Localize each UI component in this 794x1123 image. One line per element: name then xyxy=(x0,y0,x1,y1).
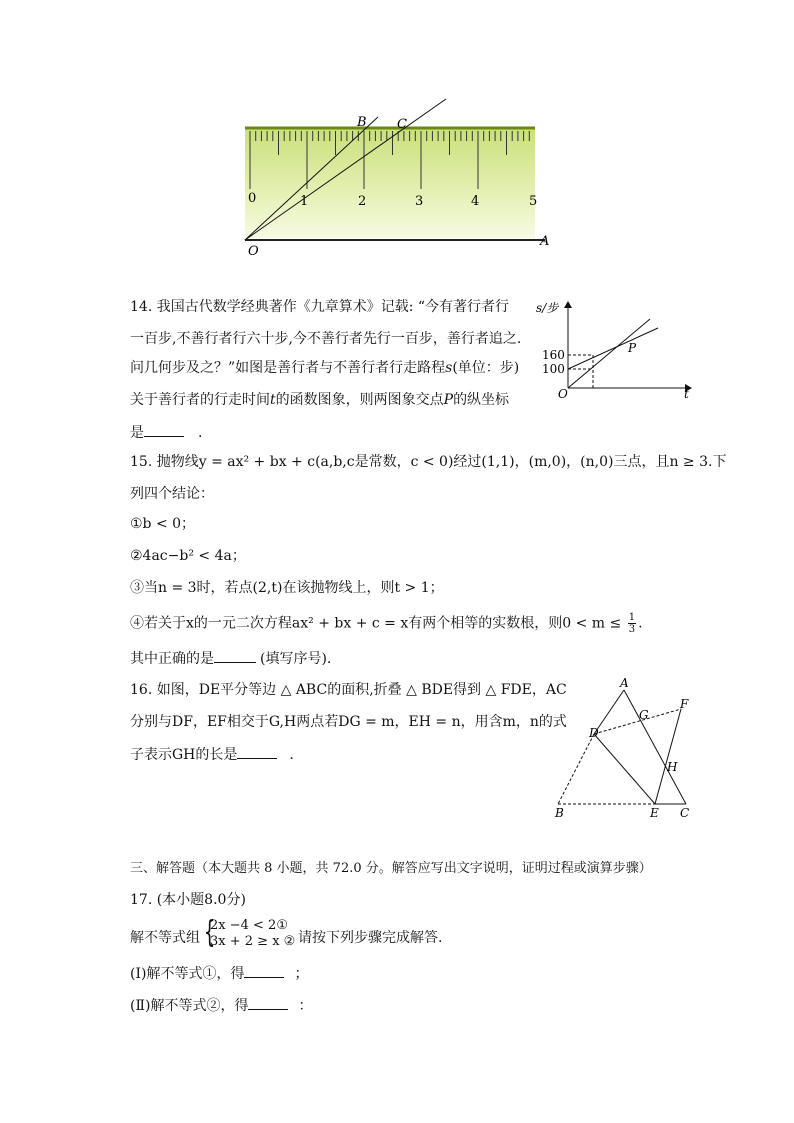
answer-blank-step-1[interactable] xyxy=(244,963,284,978)
ruler-body xyxy=(245,128,538,238)
vertex-label-E: E xyxy=(650,806,659,820)
q15-line-7: 其中正确的是 (填写序号). xyxy=(130,648,331,669)
segment-DE xyxy=(594,734,655,804)
q17-title: 17. (本小题8.0分) xyxy=(130,892,246,908)
vertex-label-B: B xyxy=(555,806,564,820)
y-tick-100: 100 xyxy=(542,362,565,376)
x-axis-label: t xyxy=(684,387,689,401)
answer-blank-q14[interactable] xyxy=(144,422,184,437)
segment-DF xyxy=(594,709,681,734)
q17-step-2: (Ⅱ)解不等式②，得 ： xyxy=(130,995,312,1016)
answer-blank-step-2[interactable] xyxy=(248,995,288,1010)
tick-number-1: 1 xyxy=(300,194,309,209)
vertex-label-G: G xyxy=(639,708,649,722)
q17-step-1: (Ⅰ)解不等式①，得 ； xyxy=(130,963,308,984)
q15-conclusion-3: ③当n = 3时，若点(2,t)在该抛物线上，则t > 1； xyxy=(130,580,444,596)
intersection-label-P: P xyxy=(628,341,637,355)
q15-line-1: 15. 抛物线y = ax² + bx + c(a,b,c是常数，c < 0)经过(1,1)，(m,0)，(n,0)三点，且n ≥ 3.下 xyxy=(130,454,727,470)
q14-line-1: 14. 我国古代数学经典著作《九章算术》记载: “今有著行者行 xyxy=(130,299,510,315)
q15-conclusion-4: ④若关于x的一元二次方程ax² + bx + c = x有两个相等的实数根，则0 < m ≤ $\frac{1}{3}$ . xyxy=(130,612,643,635)
point-label-C: C xyxy=(397,117,407,132)
answer-blank-q15[interactable] xyxy=(214,648,256,663)
y-tick-160: 160 xyxy=(542,348,565,362)
answer-blank-q16[interactable] xyxy=(237,744,277,759)
q14-line-3: 问几何步及之？”如图是善行者与不善行者行走路程s(单位：步) xyxy=(130,360,520,376)
inequality-2: 3x + 2 ≥ x ② xyxy=(210,934,296,949)
fast-walker-line xyxy=(568,319,650,388)
point-label-O: O xyxy=(248,244,259,259)
slow-walker-line xyxy=(568,328,658,369)
q16-triangle-figure xyxy=(550,676,700,826)
segment-EF xyxy=(655,709,681,804)
vertex-label-F: F xyxy=(680,697,689,711)
vertex-label-H: H xyxy=(667,760,678,774)
q16-line-1: 16. 如图，DE平分等边 △ ABC的面积,折叠 △ BDE得到 △ FDE，AC xyxy=(130,682,567,698)
point-label-A: A xyxy=(540,234,550,249)
origin-label: O xyxy=(558,387,568,401)
vertex-label-C: C xyxy=(680,806,690,820)
tick-number-2: 2 xyxy=(358,194,367,209)
vertex-label-A: A xyxy=(620,676,629,690)
ruler-figure xyxy=(240,95,560,265)
tick-number-4: 4 xyxy=(471,194,480,209)
y-axis-label: s/步 xyxy=(536,301,559,315)
inequality-1: 2x −4 < 2① xyxy=(210,918,288,933)
point-label-B: B xyxy=(357,115,367,130)
tick-number-5: 5 xyxy=(529,194,538,209)
q14-distance-time-graph xyxy=(530,294,700,404)
q15-line-2: 列四个结论： xyxy=(130,486,214,502)
q16-line-3: 子表示GH的长是 . xyxy=(130,744,294,765)
q15-conclusion-1: ①b < 0； xyxy=(130,516,196,532)
fraction-one-third: $\frac{1}{3}$ xyxy=(628,612,636,635)
q16-line-2: 分别与DF，EF相交于G,H两点若DG = m，EH = n，用含m，n的式 xyxy=(130,714,567,730)
q15-conclusion-2: ②4ac−b² < 4a； xyxy=(130,548,246,564)
q14-line-4: 关于善行者的行走时间t的函数图象，则两图象交点P的纵坐标 xyxy=(130,392,510,408)
curly-brace: { xyxy=(203,915,216,950)
vertex-label-D: D xyxy=(589,726,599,740)
q14-line-2: 一百步,不善行者行六十步,今不善行者先行一百步，善行者追之. xyxy=(130,331,522,347)
tick-number-0: 0 xyxy=(248,191,257,206)
tick-number-3: 3 xyxy=(415,194,424,209)
section-3-heading: 三、解答题（本大题共 8 小题，共 72.0 分。解答应写出文字说明，证明过程或演算步骤） xyxy=(130,861,652,876)
q14-line-5: 是 . xyxy=(130,422,202,443)
